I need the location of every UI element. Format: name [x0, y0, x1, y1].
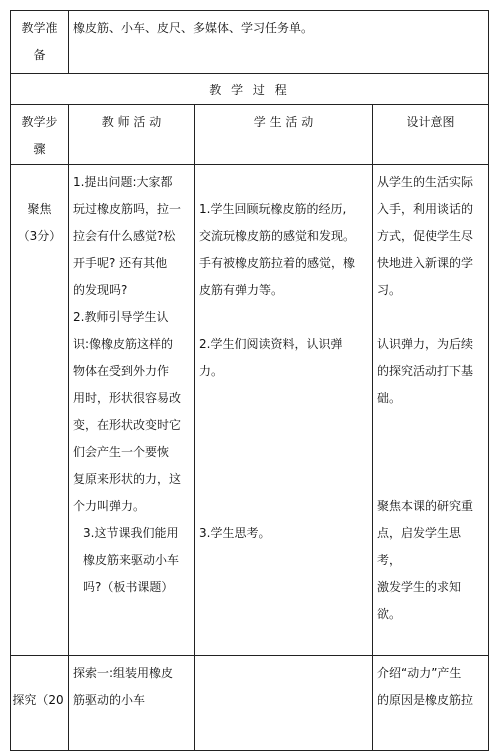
stage2-student-cell	[195, 656, 373, 751]
prep-row	[11, 11, 489, 74]
stage1-time: （3分）	[17, 229, 62, 243]
stage1-student-line: 2.学生们阅读资料，认识弹	[199, 337, 343, 351]
stage2-intent-cell	[373, 656, 489, 751]
stage1-student-line: 交流玩橡皮筋的感觉和发现。	[199, 229, 356, 243]
header-step-cell	[11, 105, 69, 165]
header-intent-cell	[373, 105, 489, 165]
prep-content-cell	[69, 11, 489, 74]
process-title-cell	[11, 74, 489, 105]
stage1-teacher-line: 吗?（板书课题）	[83, 580, 174, 594]
header-step-line1: 教学步	[21, 115, 58, 129]
header-teacher-cell	[69, 105, 195, 165]
stage1-row	[11, 165, 489, 656]
prep-label-cell	[11, 11, 69, 74]
stage1-intent-line: 认识弹力，为后续	[377, 337, 474, 351]
process-title-row	[11, 74, 489, 105]
stage1-name: 聚焦	[27, 202, 52, 216]
stage1-teacher-line: 用时，形状很容易改	[73, 391, 182, 405]
stage1-intent-line: 点，启发学生思考，	[377, 526, 462, 567]
stage1-intent-line: 快地进入新课的学	[377, 256, 474, 270]
stage1-student-line: 力。	[199, 364, 224, 378]
header-row	[11, 105, 489, 165]
stage2-intent-line: 的原因是橡皮筋拉	[377, 693, 474, 707]
stage1-teacher-cell	[69, 165, 195, 656]
stage1-teacher-line: 橡皮筋来驱动小车	[83, 553, 180, 567]
header-intent: 设计意图	[406, 115, 455, 129]
lesson-plan-table	[10, 10, 489, 751]
header-student: 学 生 活 动	[253, 115, 314, 129]
stage2-row	[11, 656, 489, 751]
stage1-intent-line: 聚焦本课的研究重	[377, 499, 474, 513]
prep-content: 橡皮筋、小车、皮尺、多媒体、学习任务单。	[73, 21, 314, 35]
process-title: 教 学 过 程	[209, 82, 290, 97]
stage1-teacher-line: 2.教师引导学生认	[73, 310, 169, 324]
stage1-teacher-line: 玩过橡皮筋吗，拉一	[73, 202, 182, 216]
stage1-teacher-line: 3.这节课我们能用	[83, 526, 179, 540]
header-student-cell	[195, 105, 373, 165]
stage1-teacher-line: 开手呢? 还有其他	[73, 256, 168, 270]
stage1-teacher-line: 的发现吗?	[73, 283, 128, 297]
stage2-step-cell	[11, 656, 69, 751]
stage1-teacher-line: 识:像橡皮筋这样的	[73, 337, 174, 351]
stage1-teacher-line: 复原来形状的力，这	[73, 472, 182, 486]
stage1-intent-line: 入手，利用谈话的	[377, 202, 474, 216]
stage2-teacher-line: 筋驱动的小车	[73, 693, 146, 707]
stage1-intent-line: 习。	[377, 283, 402, 297]
stage1-intent-line: 础。	[377, 391, 402, 405]
prep-label-line1: 教学准	[21, 21, 58, 35]
stage1-student-line: 皮筋有弹力等。	[199, 283, 284, 297]
prep-label-line2: 备	[33, 48, 46, 62]
stage1-intent-line: 的探究活动打下基	[377, 364, 474, 378]
stage2-intent-line: 介绍“动力”产生	[377, 666, 462, 680]
stage1-teacher-line: 1.提出问题:大家都	[73, 175, 173, 189]
stage1-student-cell	[195, 165, 373, 656]
header-teacher: 教 师 活 动	[101, 115, 162, 129]
stage1-step-cell	[11, 165, 69, 656]
stage1-intent-cell	[373, 165, 489, 656]
stage1-student-line: 手有被橡皮筋拉着的感觉，橡	[199, 256, 356, 270]
stage1-teacher-line: 物体在受到外力作	[73, 364, 170, 378]
stage1-teacher-line: 个力叫弹力。	[73, 499, 146, 513]
stage2-name: 探究（20	[12, 693, 64, 707]
stage1-intent-line: 方式，促使学生尽	[377, 229, 474, 243]
stage1-intent-line: 从学生的生活实际	[377, 175, 474, 189]
stage1-intent-line: 激发学生的求知	[377, 580, 462, 594]
stage1-student-line: 1.学生回顾玩橡皮筋的经历,	[199, 202, 347, 216]
stage1-teacher-line: 拉会有什么感觉?松	[73, 229, 176, 243]
stage1-intent-line: 欲。	[377, 607, 402, 621]
stage1-teacher-line: 变，在形状改变时它	[73, 418, 182, 432]
stage1-teacher-line: 们会产生一个要恢	[73, 445, 170, 459]
stage1-student-line: 3.学生思考。	[199, 526, 271, 540]
stage2-teacher-cell	[69, 656, 195, 751]
stage2-teacher-line: 探索一:组装用橡皮	[73, 666, 174, 680]
header-step-line2: 骤	[33, 142, 46, 156]
